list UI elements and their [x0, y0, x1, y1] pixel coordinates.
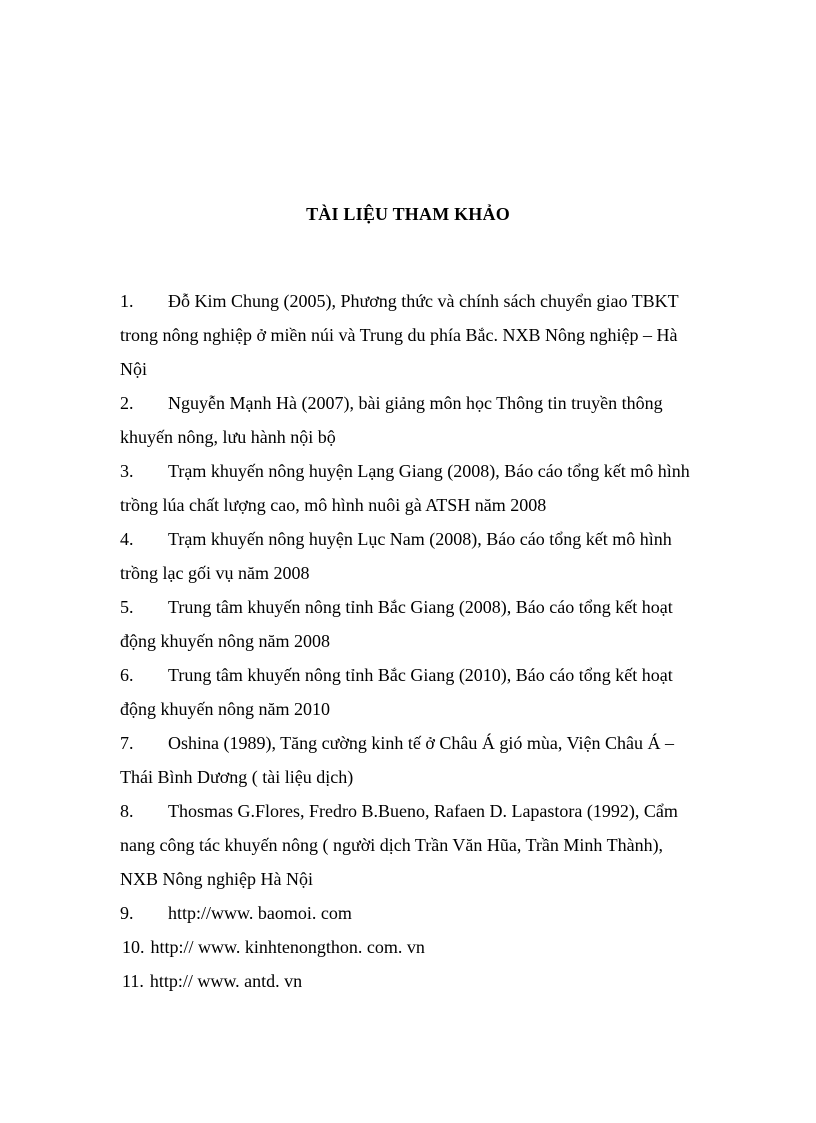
reference-item — [120, 284, 700, 386]
reference-number: 8. — [120, 801, 134, 821]
reference-text: Trạm khuyến nông huyện Lục Nam (2008), Báo cáo tổng kết mô hình trồng lạc gối vụ năm 2008 — [120, 529, 672, 583]
reference-item — [120, 454, 700, 522]
page-title: TÀI LIỆU THAM KHẢO — [306, 204, 510, 224]
reference-item — [120, 726, 700, 794]
reference-item — [120, 386, 700, 454]
reference-link[interactable]: http:// www. antd. vn — [149, 971, 303, 991]
reference-number: 3. — [120, 461, 134, 481]
reference-item — [120, 896, 700, 930]
reference-text: Nguyễn Mạnh Hà (2007), bài giảng môn học Thông tin truyền thông khuyến nông, lưu hành nội bộ — [120, 393, 663, 447]
reference-number: 6. — [120, 665, 134, 685]
reference-item — [120, 964, 700, 998]
reference-link[interactable]: http:// www. kinhtenongthon. com. vn — [150, 937, 425, 957]
reference-item — [120, 658, 700, 726]
reference-number: 9. — [120, 903, 134, 923]
reference-text: Oshina (1989), Tăng cường kinh tế ở Châu Á gió mùa, Viện Châu Á – Thái Bình Dương ( tài liệu dịch) — [120, 733, 674, 787]
reference-list — [120, 284, 700, 998]
reference-item — [120, 930, 700, 964]
reference-text: Trạm khuyến nông huyện Lạng Giang (2008), Báo cáo tổng kết mô hình trồng lúa chất lượng cao, mô hình nuôi gà ATSH năm 2008 — [120, 461, 690, 515]
reference-text: Thosmas G.Flores, Fredro B.Bueno, Rafaen D. Lapastora (1992), Cẩm nang công tác khuyến nông ( người dịch Trần Văn Hũa, Trần Minh Thành), NXB Nông nghiệp Hà Nội — [120, 801, 678, 889]
reference-number: 2. — [120, 393, 134, 413]
reference-item — [120, 522, 700, 590]
reference-number: 5. — [120, 597, 134, 617]
reference-item — [120, 590, 700, 658]
reference-text: Trung tâm khuyến nông tỉnh Bắc Giang (2008), Báo cáo tổng kết hoạt động khuyến nông năm 2008 — [120, 597, 673, 651]
reference-item — [120, 794, 700, 896]
reference-link[interactable]: http://www. baomoi. com — [168, 903, 352, 923]
reference-number: 11. — [122, 971, 144, 991]
reference-number: 4. — [120, 529, 134, 549]
reference-number: 7. — [120, 733, 134, 753]
reference-text: Trung tâm khuyến nông tỉnh Bắc Giang (2010), Báo cáo tổng kết hoạt động khuyến nông năm 2010 — [120, 665, 673, 719]
reference-number: 1. — [120, 291, 134, 311]
reference-text: Đỗ Kim Chung (2005), Phương thức và chính sách chuyển giao TBKT trong nông nghiệp ở miền núi và Trung du phía Bắc. NXB Nông nghiệp – Hà Nội — [120, 291, 679, 379]
reference-number: 10. — [122, 937, 145, 957]
